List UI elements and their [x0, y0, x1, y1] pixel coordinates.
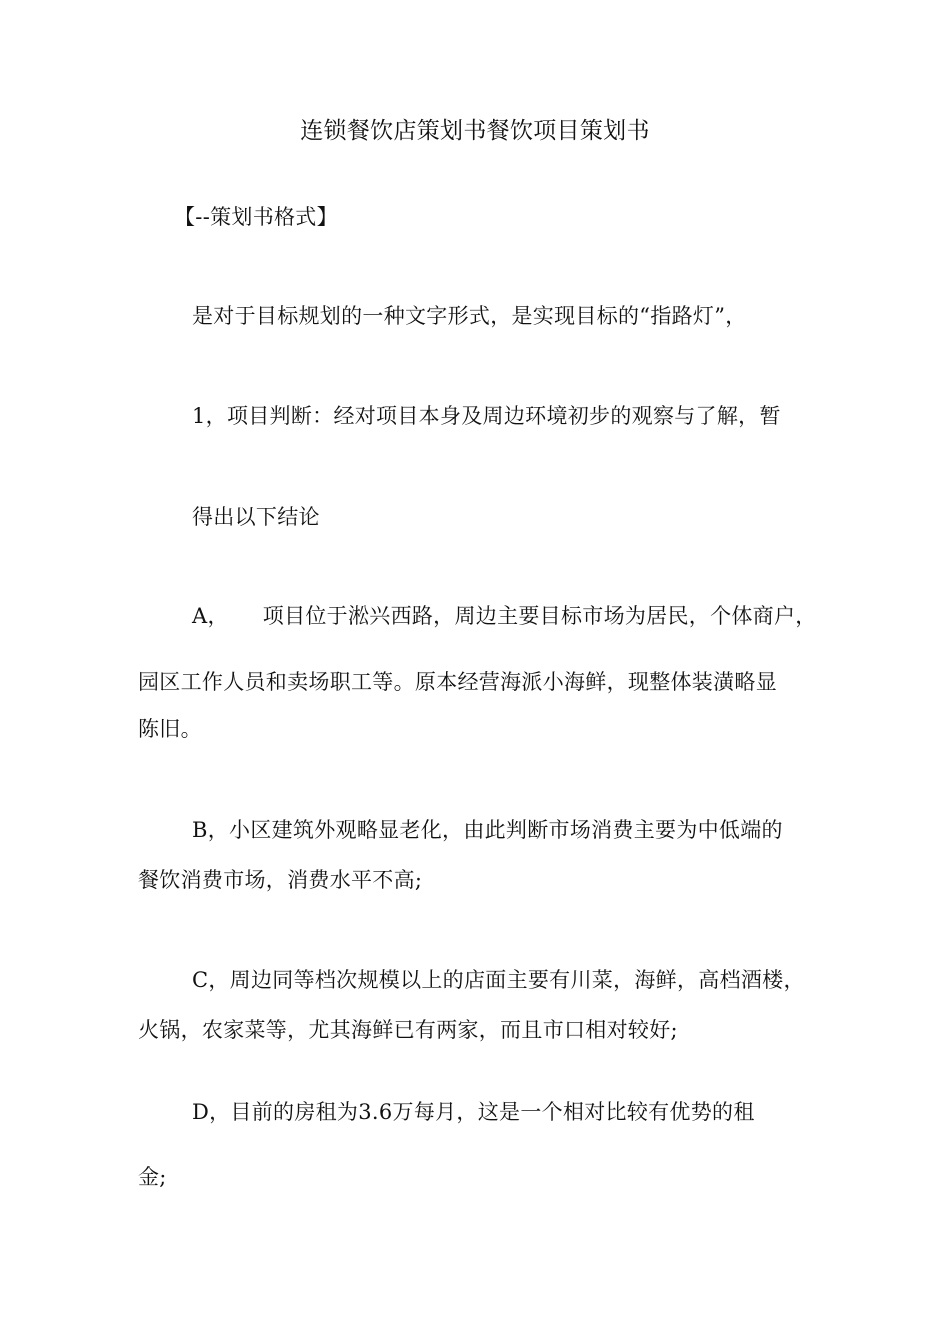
itemC-line-1: C，周边同等档次规模以上的店面主要有川菜，海鲜，高档酒楼，: [192, 968, 805, 992]
itemD-line-1: D，目前的房租为3.6万每月，这是一个相对比较有优势的租: [192, 1100, 755, 1124]
section-heading: 【--策划书格式】: [174, 205, 338, 229]
itemA-line-1: [192, 602, 817, 630]
itemA-line-2: 园区工作人员和卖场职工等。原本经营海派小海鲜，现整体装潢略显: [138, 670, 777, 694]
item1-line-2: 得出以下结论: [192, 505, 320, 529]
intro-paragraph: 是对于目标规划的一种文字形式，是实现目标的“指路灯”，: [192, 304, 747, 328]
itemB-line-2: 餐饮消费市场，消费水平不高;: [138, 868, 423, 892]
itemA-text: 项目位于淞兴西路，周边主要目标市场为居民，个体商户，: [262, 604, 817, 628]
item1-line-1: 1，项目判断：经对项目本身及周边环境初步的观察与了解，暂: [192, 404, 781, 428]
itemD-line-2: 金;: [138, 1165, 167, 1189]
itemB-line-1: B，小区建筑外观略显老化，由此判断市场消费主要为中低端的: [192, 818, 783, 842]
document-title: 连锁餐饮店策划书餐饮项目策划书: [300, 118, 650, 144]
itemA-label: A，: [192, 604, 229, 628]
itemA-line-3: 陈旧。: [138, 717, 202, 741]
itemC-line-2: 火锅，农家菜等，尤其海鲜已有两家，而且市口相对较好;: [138, 1018, 678, 1042]
